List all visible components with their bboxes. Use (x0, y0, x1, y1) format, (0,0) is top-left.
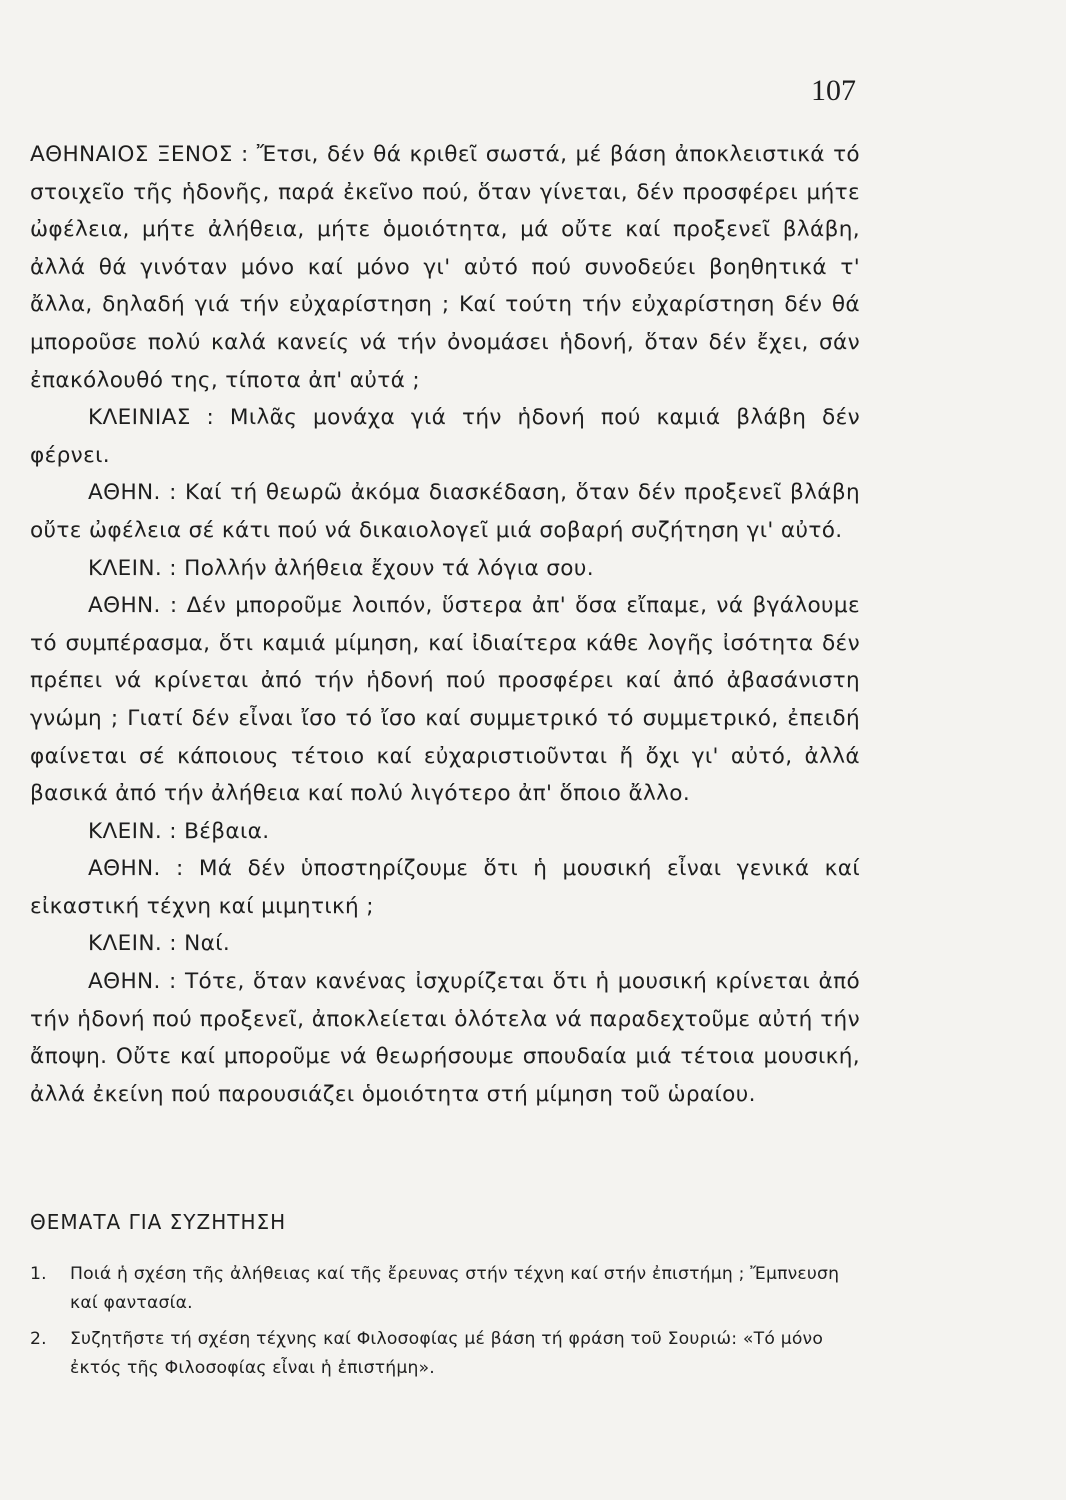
paragraph-athenian-5: ΑΘΗΝ. : Τότε, ὅταν κανένας ἰσχυρίζεται ὅτι ἡ μουσική κρίνεται ἀπό τήν ἡδονή πού προξενεῖ, ἀποκλείεται ὁλότελα νά παραδεχτοῦμε αὐτή τήν ἄποψη. Οὔτε καί μποροῦμε νά θεωρήσουμε σπουδαία μιά τέτοια μουσική, ἀλλά ἐκείνη πού παρουσιάζει ὁμοιότητα στή μίμηση τοῦ ὡραίου. (30, 969, 860, 1107)
question-item (30, 1325, 860, 1383)
discussion-questions (30, 1260, 860, 1390)
question-text: Ποιά ἡ σχέση τῆς ἀλήθειας καί τῆς ἔρευνας στήν τέχνη καί στήν ἐπιστήμη ; Ἔμπνευση καί φαντασία. (70, 1264, 840, 1313)
page-number: 107 (811, 74, 856, 107)
section-heading: ΘΕΜΑΤΑ ΓΙΑ ΣΥΖΗΤΗΣΗ (30, 1210, 287, 1234)
paragraph-athenian-4: ΑΘΗΝ. : Μά δέν ὑποστηρίζουμε ὅτι ἡ μουσική εἶναι γενικά καί εἰκαστική τέχνη καί μιμητική ; (30, 856, 860, 919)
paragraph-kleinias-3: ΚΛΕΙΝ. : Βέβαια. (88, 818, 270, 844)
question-text: Συζητῆστε τή σχέση τέχνης καί Φιλοσοφίας μέ βάση τή φράση τοῦ Σουριώ: «Τό μόνο ἐκτός τῆς Φιλοσοφίας εἶναι ἡ ἐπιστήμη». (70, 1329, 824, 1378)
paragraph-athenian-3: ΑΘΗΝ. : Δέν μποροῦμε λοιπόν, ὕστερα ἀπ' ὅσα εἴπαμε, νά βγάλουμε τό συμπέρασμα, ὅτι καμιά μίμηση, καί ἰδιαίτερα κάθε λογῆς ἰσότητα δέν πρέπει νά κρίνεται ἀπό τήν ἡδονή πού προσφέρει καί ἀπό ἀβασάνιστη γνώμη ; Γιατί δέν εἶναι ἴσο τό ἴσο καί συμμετρικό τό συμμετρικό, ἐπειδή φαίνεται σέ κάποιους τέτοιο καί εὐχαριστιοῦνται ἤ ὄχι γι' αὐτό, ἀλλά βασικά ἀπό τήν ἀλήθεια καί πολύ λιγότερο ἀπ' ὅποιο ἄλλο. (30, 593, 860, 807)
paragraph-athenian-2: ΑΘΗΝ. : Καί τή θεωρῶ ἀκόμα διασκέδαση, ὅταν δέν προξενεῖ βλάβη οὔτε ὠφέλεια σέ κάτι πού νά δικαιολογεῖ μιά σοβαρή συζήτηση γι' αὐτό. (30, 480, 860, 543)
dialogue-text (30, 136, 860, 1113)
question-number: 1. (30, 1264, 47, 1284)
question-number: 2. (30, 1329, 47, 1349)
question-item (30, 1260, 860, 1318)
paragraph-kleinias-4: ΚΛΕΙΝ. : Ναί. (88, 931, 231, 957)
paragraph-athenian-1: ΑΘΗΝΑΙΟΣ ΞΕΝΟΣ : Ἔτσι, δέν θά κριθεῖ σωστά, μέ βάση ἀποκλειστικά τό στοιχεῖο τῆς ἡδονῆς, παρά ἐκεῖνο πού, ὅταν γίνεται, δέν προσφέρει μήτε ὠφέλεια, μήτε ἀλήθεια, μήτε ὁμοιότητα, μά οὔτε καί προξενεῖ βλάβη, ἀλλά θά γινόταν μόνο καί μόνο γι' αὐτό πού συνοδεύει βοηθητικά τ' ἄλλα, δηλαδή γιά τήν εὐχαρίστηση ; Καί τούτη τήν εὐχαρίστηση δέν θά μποροῦσε πολύ καλά κανείς νά τήν ὀνομάσει ἡδονή, ὅταν δέν ἔχει, σάν ἐπακόλουθό της, τίποτα ἀπ' αὐτά ; (30, 142, 860, 393)
paragraph-kleinias-2: ΚΛΕΙΝ. : Πολλήν ἀλήθεια ἔχουν τά λόγια σου. (88, 555, 594, 581)
paragraph-kleinias-1: ΚΛΕΙΝΙΑΣ : Μιλᾶς μονάχα γιά τήν ἡδονή πού καμιά βλάβη δέν φέρνει. (30, 405, 860, 468)
